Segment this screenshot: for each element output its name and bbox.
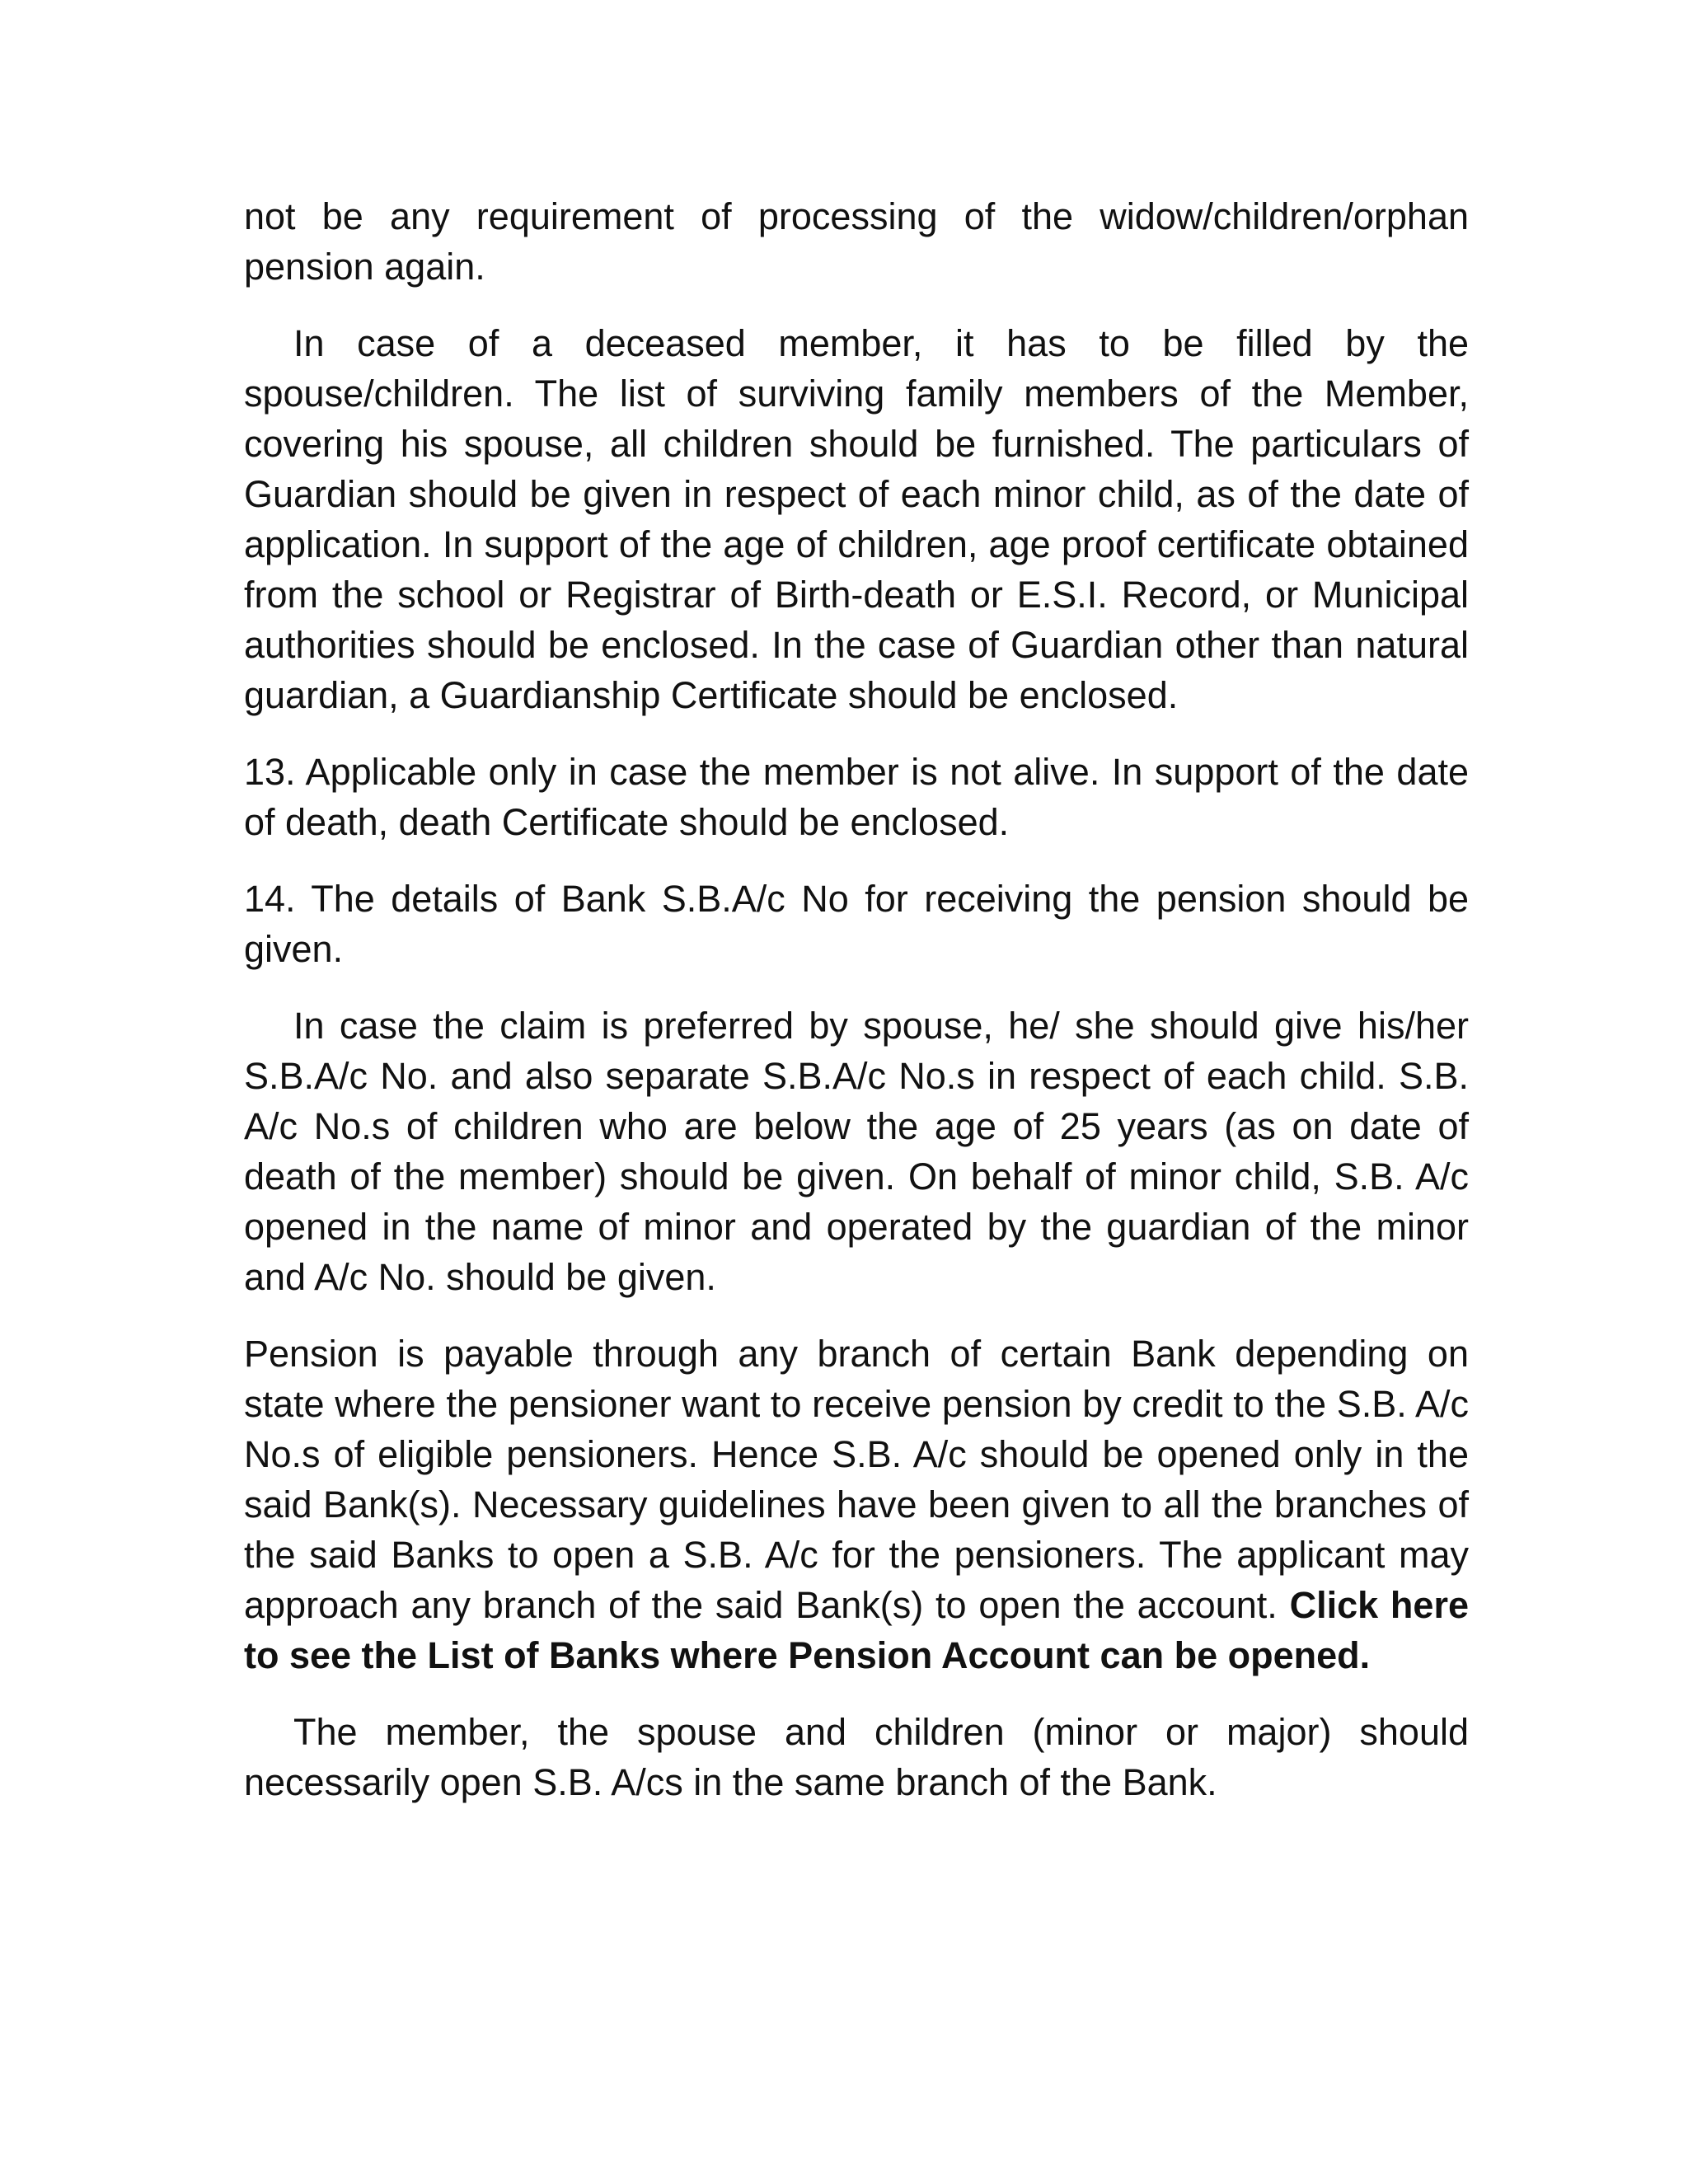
bank-list-link[interactable]: Click here to see the List of Banks where Pension Account can be opened.	[244, 1584, 1469, 1676]
paragraph-same-branch: The member, the spouse and children (minor or major) should necessarily open S.B. A/cs in the same branch of the Bank.	[244, 1711, 1469, 1803]
paragraph-deceased-member: In case of a deceased member, it has to be filled by the spouse/children. The list of surviving family members of the Member, covering his spouse, all children should be furnished. The particulars of Guardian should be given in respect of each minor child, as of the date of application. In support of the age of children, age proof certificate obtained from the school or Registrar of Birth-death or E.S.I. Record, or Municipal authorities should be enclosed. In the case of Guardian other than natural guardian, a Guardianship Certificate should be enclosed.	[244, 322, 1469, 716]
paragraph-item-14: 14. The details of Bank S.B.A/c No for receiving the pension should be given.	[244, 878, 1469, 970]
document-page	[244, 191, 1469, 1834]
paragraph-pension-continuation: not be any requirement of processing of the widow/children/orphan pension again.	[244, 195, 1469, 288]
pension-payable-text: Pension is payable through any branch of certain Bank depending on state where the pensioner want to receive pension by credit to the S.B. A/c No.s of eligible pensioners. Hence S.B. A/c should be opened only in the said Bank(s). Necessary guidelines have been given to all the branches of the said Banks to open a S.B. A/c for the pensioners. The applicant may approach any branch of the said Bank(s) to open the account.	[244, 1333, 1469, 1626]
paragraph-pension-payable	[244, 1329, 1469, 1680]
paragraph-spouse-claim: In case the claim is preferred by spouse, he/ she should give his/her S.B.A/c No. and also separate S.B.A/c No.s in respect of each child. S.B. A/c No.s of children who are below the age of 25 years (as on date of death of the member) should be given. On behalf of minor child, S.B. A/c opened in the name of minor and operated by the guardian of the minor and A/c No. should be given.	[244, 1005, 1469, 1298]
paragraph-item-13: 13. Applicable only in case the member is not alive. In support of the date of death, death Certificate should be enclosed.	[244, 751, 1469, 843]
